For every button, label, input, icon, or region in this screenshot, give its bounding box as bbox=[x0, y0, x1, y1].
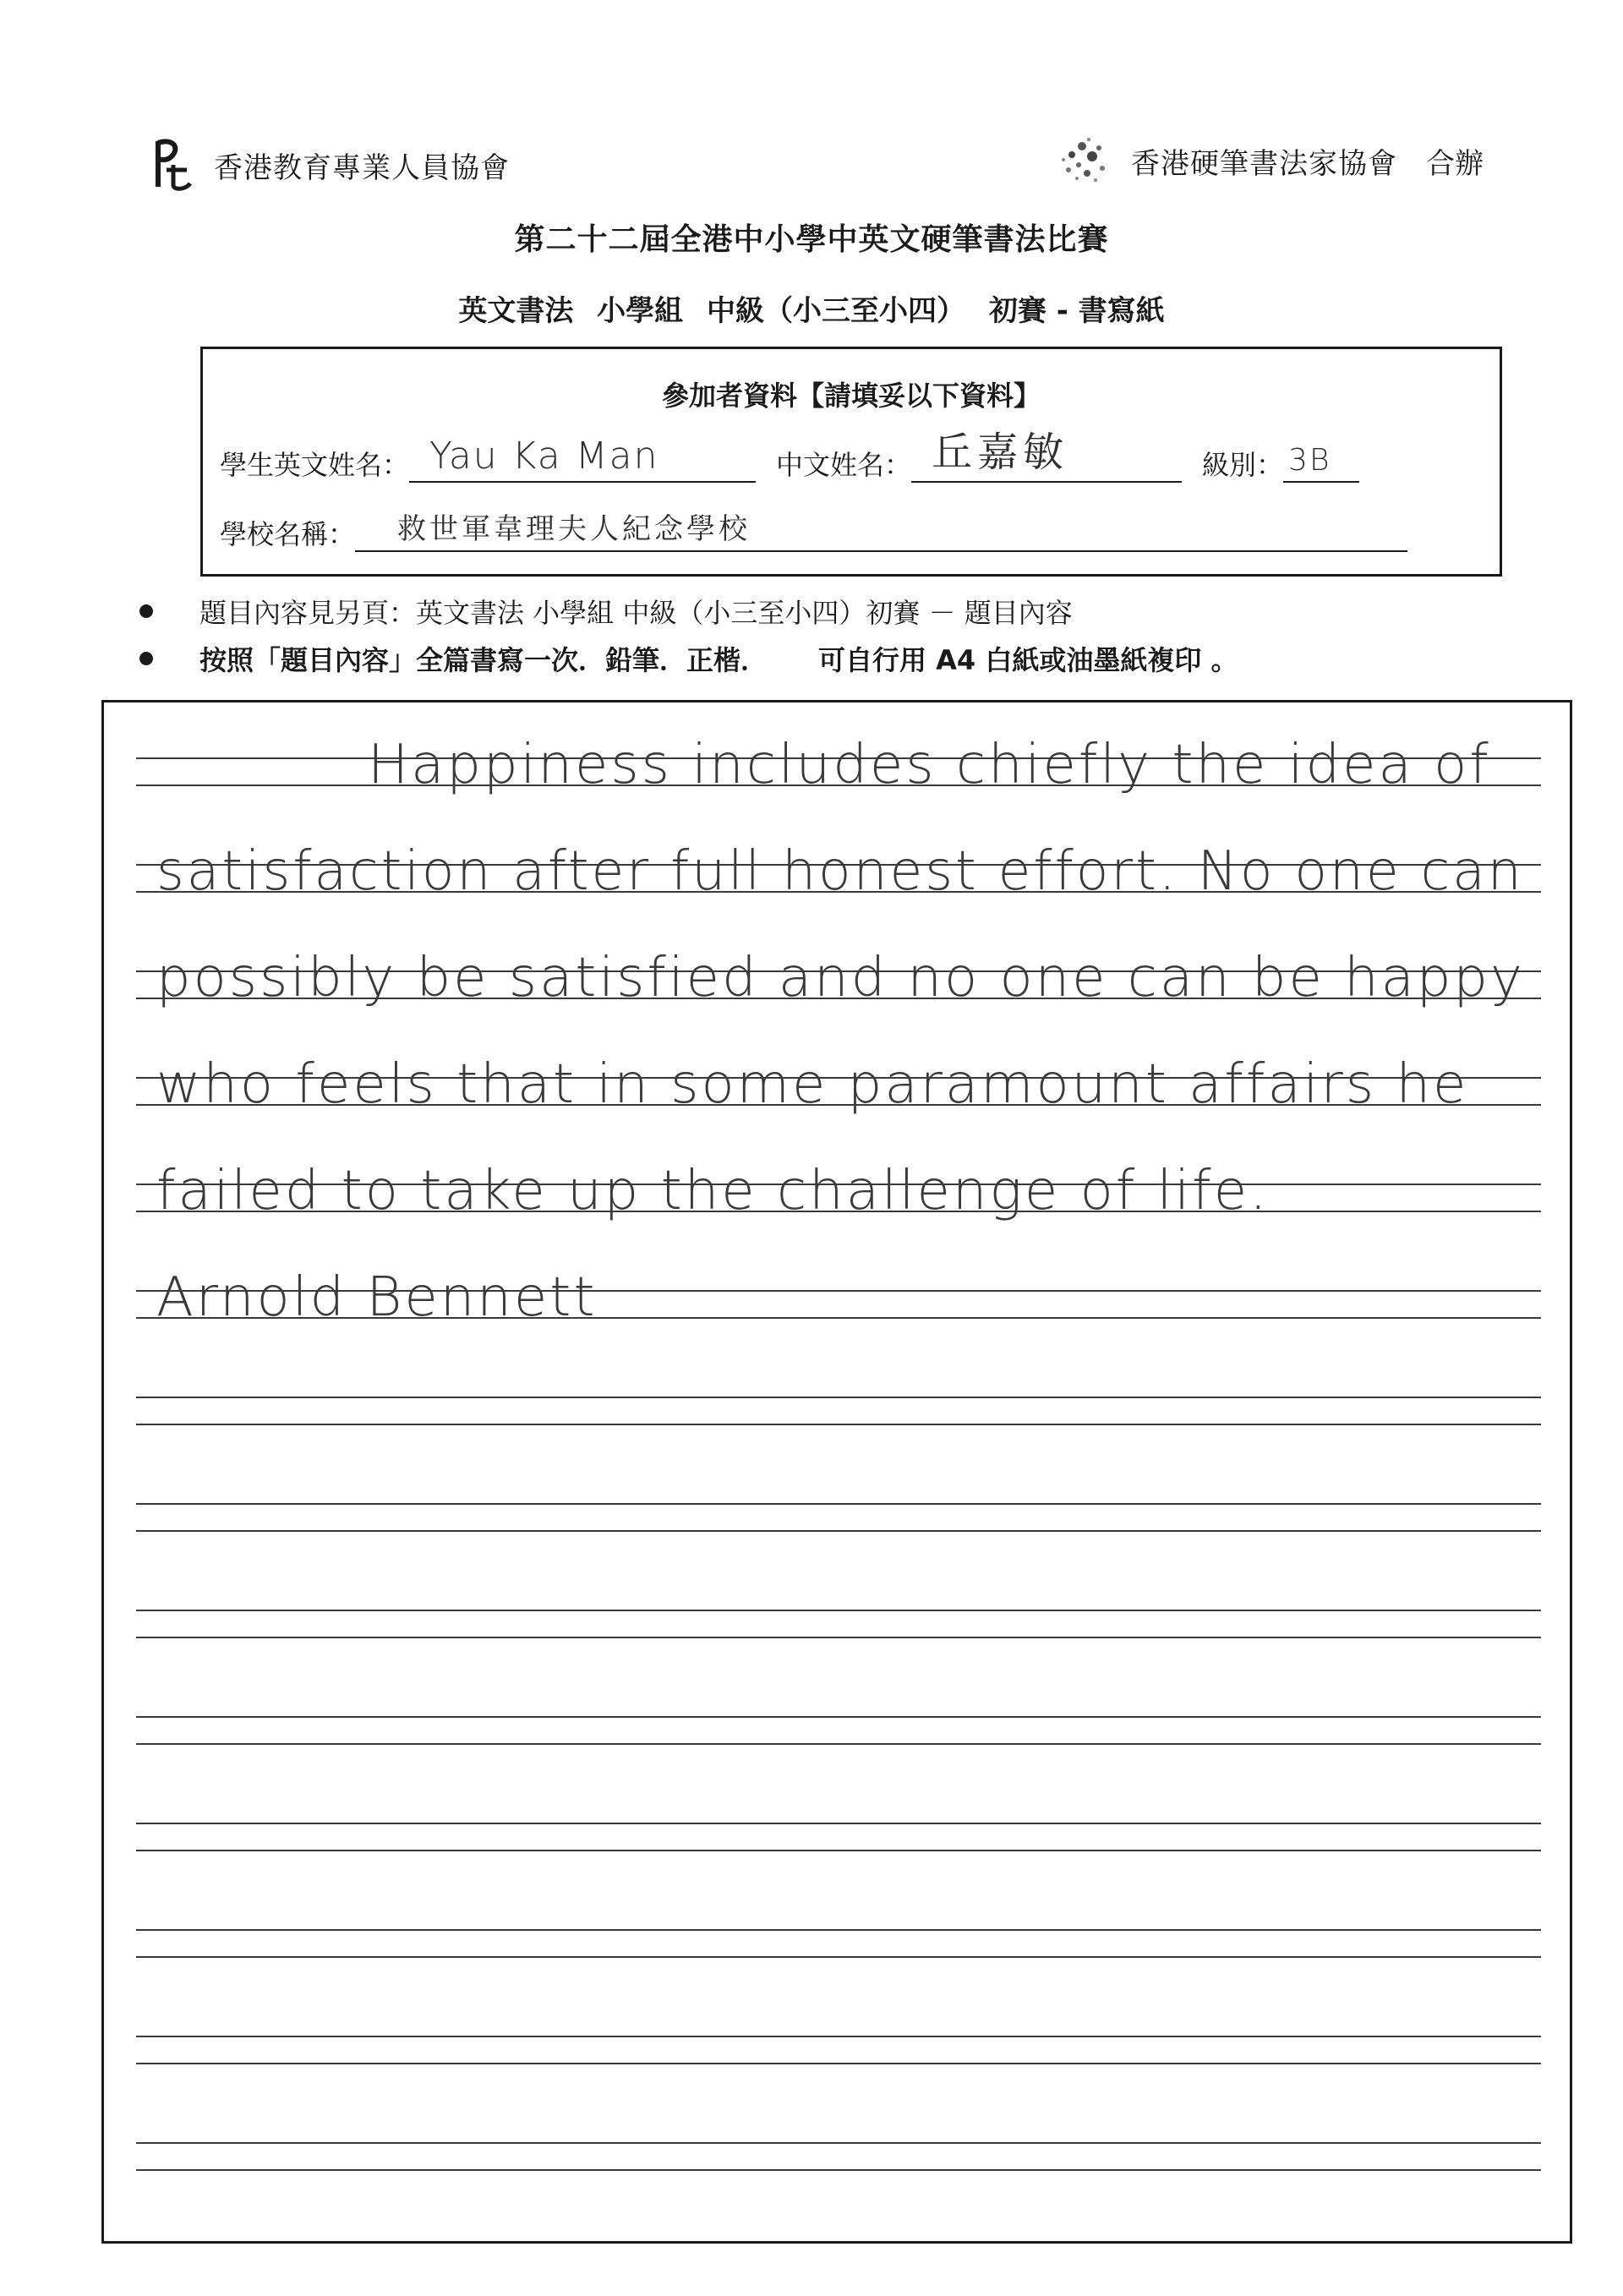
association-logo-icon bbox=[148, 136, 200, 194]
name-row bbox=[220, 429, 1359, 483]
organizer-right-name: 香港硬筆書法家協會 bbox=[1131, 146, 1397, 181]
school-field[interactable] bbox=[355, 510, 1407, 552]
handwritten-line: possibly be satisfied and no one can be happy bbox=[156, 947, 1525, 1009]
ruled-line-pair bbox=[136, 1503, 1541, 1532]
category-title bbox=[0, 287, 1623, 329]
info-heading: 參加者資料【請填妥以下資料】 bbox=[661, 380, 1041, 412]
english-name-label: 學生英文姓名： bbox=[220, 449, 410, 481]
chinese-name-field[interactable] bbox=[911, 429, 1182, 483]
category-discipline: 英文書法 bbox=[458, 294, 574, 328]
organizer-left bbox=[148, 135, 510, 194]
category-level: 中級（小三至小四） bbox=[707, 294, 966, 328]
school-label: 學校名稱： bbox=[220, 518, 356, 550]
instruction-item bbox=[139, 588, 1238, 635]
school-row bbox=[220, 510, 1407, 552]
instructions bbox=[139, 588, 1238, 682]
bullet-icon bbox=[139, 604, 153, 618]
instruction-item bbox=[139, 635, 1238, 682]
ruled-line-pair bbox=[136, 1823, 1541, 1851]
handwritten-line: Arnold Bennett bbox=[156, 1266, 598, 1329]
ruled-line-pair bbox=[136, 2142, 1541, 2171]
instruction-text: 題目內容見另頁：英文書法 小學組 中級（小三至小四）初賽 － 題目內容 bbox=[199, 597, 1073, 629]
category-round: 初賽 - 書寫紙 bbox=[988, 294, 1165, 328]
competition-title: 第二十二屆全港中小學中英文硬筆書法比賽 bbox=[514, 222, 1109, 257]
instruction-note: 可自行用 A4 白紙或油墨紙複印 。 bbox=[818, 644, 1238, 676]
ruled-line-pair bbox=[136, 2036, 1541, 2064]
class-label: 級別： bbox=[1202, 449, 1284, 481]
ruled-line-pair bbox=[136, 1716, 1541, 1745]
ruled-line-pair bbox=[136, 1929, 1541, 1958]
class-field[interactable] bbox=[1283, 440, 1359, 483]
class-value: 3B bbox=[1288, 443, 1331, 478]
instruction-text: 按照「題目內容」全篇書寫一次．鉛筆．正楷． bbox=[199, 644, 768, 676]
handwritten-line: Happiness includes chiefly the idea of bbox=[368, 734, 1491, 796]
writing-paper bbox=[101, 700, 1572, 2244]
english-name-value: Yau Ka Man bbox=[429, 435, 659, 478]
school-value: 救世軍韋理夫人紀念學校 bbox=[397, 512, 751, 546]
category-division: 小學組 bbox=[597, 294, 684, 328]
handwritten-line: satisfaction after full honest effort. No one can bbox=[156, 840, 1524, 903]
co-organized-label: 合辦 bbox=[1426, 146, 1484, 181]
chinese-name-label: 中文姓名： bbox=[776, 449, 912, 481]
bullet-icon bbox=[139, 652, 153, 665]
handwritten-line: who feels that in some paramount affairs he bbox=[156, 1053, 1469, 1116]
calligraphy-association-logo-icon bbox=[1055, 131, 1123, 190]
handwritten-line: failed to take up the challenge of life. bbox=[156, 1160, 1270, 1222]
organizer-right bbox=[1055, 131, 1484, 190]
ruled-line-pair bbox=[136, 1610, 1541, 1638]
ruled-line-pair bbox=[136, 1397, 1541, 1425]
english-name-field[interactable] bbox=[409, 435, 756, 483]
participant-info-box bbox=[200, 347, 1502, 577]
organizer-left-name: 香港教育專業人員協會 bbox=[214, 150, 510, 185]
chinese-name-value: 丘嘉敏 bbox=[932, 429, 1069, 476]
